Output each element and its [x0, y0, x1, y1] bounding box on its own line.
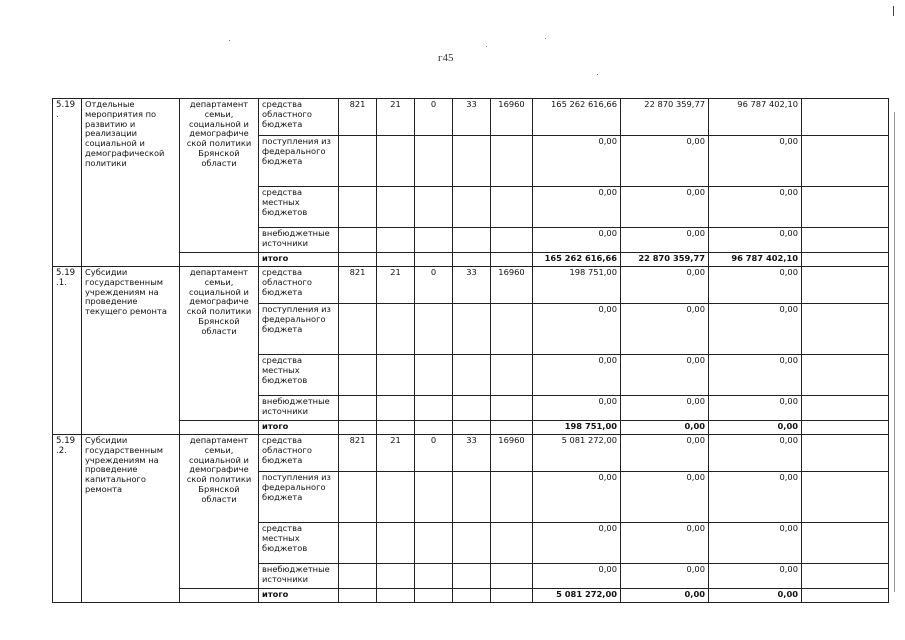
funding-source: поступления из федерального бюджета — [259, 472, 339, 523]
budget-code-cell — [453, 228, 491, 253]
budget-code-cell — [491, 523, 533, 564]
amount-cell: 0,00 — [621, 187, 709, 228]
amount-cell: 0,00 — [709, 435, 802, 472]
budget-code-cell — [453, 253, 491, 267]
budget-code-cell — [453, 523, 491, 564]
budget-code-cell — [453, 472, 491, 523]
amount-cell: 0,00 — [709, 589, 802, 603]
amount-cell: 22 870 359,77 — [621, 253, 709, 267]
budget-code-cell: 16960 — [491, 267, 533, 304]
budget-code-cell — [453, 187, 491, 228]
amount-cell: 0,00 — [621, 304, 709, 355]
amount-cell: 0,00 — [533, 396, 621, 421]
budget-code-cell — [453, 396, 491, 421]
budget-code-cell — [377, 187, 415, 228]
budget-code-cell — [339, 421, 377, 435]
amount-cell: 22 870 359,77 — [621, 99, 709, 136]
budget-code-cell — [491, 396, 533, 421]
responsible-department-empty — [180, 253, 259, 267]
budget-code-cell: 821 — [339, 435, 377, 472]
amount-cell: 0,00 — [709, 304, 802, 355]
empty-cell — [802, 396, 889, 421]
empty-cell — [802, 472, 889, 523]
budget-code-cell — [415, 472, 453, 523]
budget-code-cell: 821 — [339, 267, 377, 304]
budget-code-cell — [453, 304, 491, 355]
scan-speck — [229, 40, 230, 41]
amount-cell: 96 787 402,10 — [709, 99, 802, 136]
budget-code-cell — [377, 136, 415, 187]
amount-cell: 0,00 — [709, 472, 802, 523]
budget-code-cell: 33 — [453, 267, 491, 304]
empty-cell — [802, 304, 889, 355]
amount-cell: 0,00 — [621, 523, 709, 564]
budget-code-cell — [415, 136, 453, 187]
funding-source: итого — [259, 421, 339, 435]
empty-cell — [802, 253, 889, 267]
scan-speck — [545, 38, 546, 39]
amount-cell: 5 081 272,00 — [533, 589, 621, 603]
budget-code-cell — [491, 564, 533, 589]
budget-code-cell — [377, 228, 415, 253]
amount-cell: 0,00 — [533, 187, 621, 228]
budget-code-cell — [415, 564, 453, 589]
budget-table-body — [53, 99, 889, 603]
responsible-department-empty — [180, 589, 259, 603]
amount-cell: 0,00 — [621, 228, 709, 253]
amount-cell: 5 081 272,00 — [533, 435, 621, 472]
scan-speck — [486, 46, 487, 47]
funding-source: поступления из федерального бюджета — [259, 136, 339, 187]
budget-code-cell — [339, 355, 377, 396]
amount-cell: 0,00 — [709, 187, 802, 228]
budget-code-cell: 0 — [415, 99, 453, 136]
item-name: Субсидии государственным учреждениям на проведение капитального ремонта — [82, 435, 180, 603]
budget-code-cell — [377, 523, 415, 564]
item-code: 5.19 . — [53, 99, 82, 267]
budget-code-cell — [491, 187, 533, 228]
item-name: Субсидии государственным учреждениям на проведение текущего ремонта — [82, 267, 180, 435]
budget-code-cell — [377, 253, 415, 267]
funding-source: средства областного бюджета — [259, 267, 339, 304]
empty-cell — [802, 136, 889, 187]
funding-source: средства областного бюджета — [259, 435, 339, 472]
budget-code-cell — [491, 421, 533, 435]
amount-cell: 0,00 — [621, 421, 709, 435]
amount-cell: 0,00 — [621, 589, 709, 603]
funding-source: средства местных бюджетов — [259, 523, 339, 564]
amount-cell: 0,00 — [533, 472, 621, 523]
budget-code-cell — [453, 355, 491, 396]
budget-code-cell — [491, 136, 533, 187]
budget-code-cell: 21 — [377, 99, 415, 136]
empty-cell — [802, 355, 889, 396]
budget-code-cell — [339, 396, 377, 421]
budget-code-cell: 16960 — [491, 99, 533, 136]
empty-cell — [802, 589, 889, 603]
funding-source: внебюджетные источники — [259, 228, 339, 253]
budget-code-cell — [453, 136, 491, 187]
budget-code-cell — [339, 228, 377, 253]
amount-cell: 0,00 — [621, 564, 709, 589]
amount-cell: 165 262 616,66 — [533, 253, 621, 267]
budget-code-cell — [377, 589, 415, 603]
funding-source: внебюджетные источники — [259, 396, 339, 421]
budget-code-cell — [491, 228, 533, 253]
budget-code-cell — [415, 253, 453, 267]
budget-code-cell — [339, 589, 377, 603]
budget-code-cell — [415, 396, 453, 421]
budget-code-cell — [377, 421, 415, 435]
amount-cell: 0,00 — [621, 355, 709, 396]
amount-cell: 0,00 — [621, 435, 709, 472]
budget-code-cell — [415, 421, 453, 435]
budget-code-cell — [491, 355, 533, 396]
empty-cell — [802, 421, 889, 435]
empty-cell — [802, 99, 889, 136]
budget-code-cell — [339, 253, 377, 267]
empty-cell — [802, 267, 889, 304]
amount-cell: 0,00 — [709, 396, 802, 421]
budget-code-cell — [377, 355, 415, 396]
table-row — [53, 99, 889, 136]
amount-cell: 0,00 — [533, 304, 621, 355]
budget-table — [52, 98, 889, 603]
scan-speck — [597, 74, 598, 75]
funding-source: средства местных бюджетов — [259, 355, 339, 396]
scan-page-edge — [894, 112, 895, 592]
amount-cell: 0,00 — [709, 267, 802, 304]
amount-cell: 0,00 — [709, 228, 802, 253]
budget-code-cell — [339, 564, 377, 589]
responsible-department-empty — [180, 421, 259, 435]
empty-cell — [802, 187, 889, 228]
page-number: г45 — [438, 52, 454, 64]
budget-code-cell — [415, 589, 453, 603]
empty-cell — [802, 564, 889, 589]
amount-cell: 0,00 — [621, 267, 709, 304]
budget-code-cell — [415, 355, 453, 396]
amount-cell: 0,00 — [709, 564, 802, 589]
budget-code-cell — [377, 396, 415, 421]
budget-code-cell — [415, 304, 453, 355]
budget-code-cell — [453, 589, 491, 603]
budget-code-cell — [339, 136, 377, 187]
budget-code-cell — [491, 253, 533, 267]
funding-source: поступления из федерального бюджета — [259, 304, 339, 355]
funding-source: средства областного бюджета — [259, 99, 339, 136]
budget-code-cell: 33 — [453, 99, 491, 136]
amount-cell: 0,00 — [709, 421, 802, 435]
budget-code-cell — [377, 472, 415, 523]
budget-code-cell: 821 — [339, 99, 377, 136]
funding-source: итого — [259, 589, 339, 603]
amount-cell: 0,00 — [621, 136, 709, 187]
amount-cell: 0,00 — [621, 472, 709, 523]
budget-code-cell — [377, 304, 415, 355]
budget-code-cell: 0 — [415, 435, 453, 472]
amount-cell: 0,00 — [709, 355, 802, 396]
amount-cell: 0,00 — [533, 355, 621, 396]
budget-code-cell — [377, 564, 415, 589]
responsible-department: департамент семьи, социальной и демографиче ской политики Брянской области — [180, 267, 259, 421]
budget-code-cell — [453, 421, 491, 435]
budget-code-cell — [491, 472, 533, 523]
funding-source: средства местных бюджетов — [259, 187, 339, 228]
empty-cell — [802, 523, 889, 564]
amount-cell: 0,00 — [533, 564, 621, 589]
funding-source: итого — [259, 253, 339, 267]
amount-cell: 0,00 — [621, 396, 709, 421]
budget-code-cell — [415, 228, 453, 253]
budget-code-cell: 0 — [415, 267, 453, 304]
empty-cell — [802, 435, 889, 472]
responsible-department: департамент семьи, социальной и демографиче ской политики Брянской области — [180, 435, 259, 589]
funding-source: внебюджетные источники — [259, 564, 339, 589]
amount-cell: 0,00 — [533, 523, 621, 564]
amount-cell: 165 262 616,66 — [533, 99, 621, 136]
budget-code-cell — [491, 304, 533, 355]
item-code: 5.19 .2. — [53, 435, 82, 603]
amount-cell: 0,00 — [533, 136, 621, 187]
budget-code-cell: 21 — [377, 435, 415, 472]
empty-cell — [802, 228, 889, 253]
amount-cell: 0,00 — [709, 523, 802, 564]
table-row — [53, 435, 889, 472]
item-code: 5.19 .1. — [53, 267, 82, 435]
budget-code-cell — [453, 564, 491, 589]
budget-code-cell — [339, 187, 377, 228]
budget-code-cell — [415, 523, 453, 564]
budget-code-cell — [339, 472, 377, 523]
scan-edge-mark — [893, 6, 894, 16]
table-row — [53, 267, 889, 304]
budget-code-cell: 21 — [377, 267, 415, 304]
amount-cell: 198 751,00 — [533, 421, 621, 435]
budget-code-cell — [339, 304, 377, 355]
amount-cell: 198 751,00 — [533, 267, 621, 304]
item-name: Отдельные мероприятия по развитию и реализации социальной и демографической политики — [82, 99, 180, 267]
responsible-department: департамент семьи, социальной и демографиче ской политики Брянской области — [180, 99, 259, 253]
budget-code-cell: 33 — [453, 435, 491, 472]
budget-code-cell — [491, 589, 533, 603]
amount-cell: 0,00 — [709, 136, 802, 187]
budget-code-cell: 16960 — [491, 435, 533, 472]
amount-cell: 96 787 402,10 — [709, 253, 802, 267]
budget-code-cell — [339, 523, 377, 564]
budget-code-cell — [415, 187, 453, 228]
amount-cell: 0,00 — [533, 228, 621, 253]
